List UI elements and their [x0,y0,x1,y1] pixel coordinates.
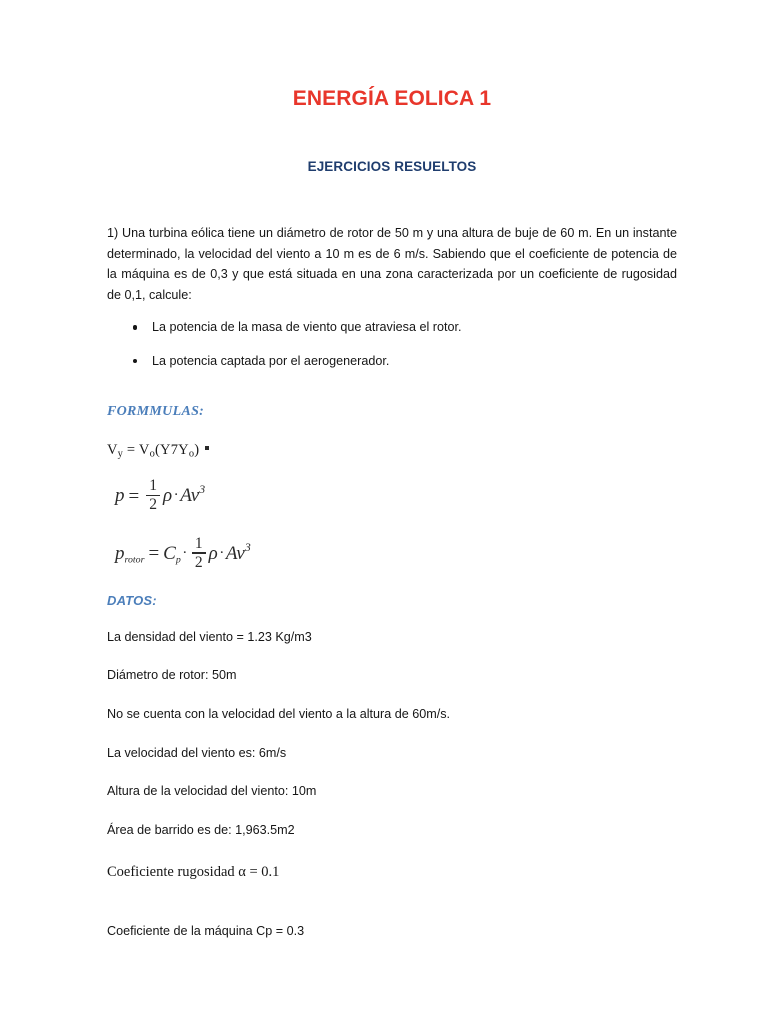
power-equation-exponent: 3 [199,483,206,497]
rotor-power-cp-sub: p [175,554,181,566]
power-equation-area: A [180,485,191,507]
data-line-wind-speed: La velocidad del viento es: 6m/s [107,745,287,760]
page-title: ENERGÍA EOLICA 1 [292,87,492,110]
wind-profile-formula [107,420,677,459]
wind-profile-equals: = [126,442,136,459]
data-line-wind-speed-height: Altura de la velocidad del viento: 10m [107,784,317,799]
wind-profile-paren-open: ( [154,442,161,459]
wind-profile-rhs-base: V [138,442,150,459]
data-line-swept-area: Área de barrido es de: 1,963.5m2 [107,822,295,837]
wind-profile-lhs-base: V [107,442,118,459]
question-text: La potencia captada por el aerogenerador. [152,353,390,368]
wind-profile-inner-base-1: Y [160,442,171,459]
power-equation [107,459,677,515]
square-marker-icon [205,446,209,450]
power-equation-dot: · [173,486,179,504]
list-item [107,319,677,337]
rotor-power-lhs-sub: rotor [124,554,145,566]
rotor-power-dot: · [182,543,188,561]
wind-profile-lhs-sub: y [117,448,124,460]
rotor-power-dot-2: · [219,543,225,561]
formulas-heading: FORMMULAS: [107,404,205,420]
bullet-dot-icon [133,325,137,329]
fraction-numerator: 1 [194,534,203,552]
power-equation-velocity: v [190,485,200,507]
power-equation-equals: = [128,485,140,507]
data-line-roughness-coefficient: Coeficiente rugosidad α = 0.1 [107,864,280,881]
rotor-power-lhs-base: p [115,543,125,565]
question-text: La potencia de la masa de viento que atraviesa el rotor. [152,319,462,334]
fraction-denominator: 2 [149,496,158,514]
wind-profile-inner-sub-2: o [188,448,195,460]
bullet-dot-icon [133,359,137,363]
rotor-power-cp-base: C [163,543,176,565]
data-line-machine-coefficient: Coeficiente de la máquina Cp = 0.3 [107,923,305,938]
rotor-power-equation [107,515,677,573]
rotor-power-fraction [192,536,206,572]
wind-profile-inner-separator: 7 [170,442,179,459]
document-content-column [107,0,677,940]
rotor-power-exponent: 3 [244,541,251,555]
page-subtitle: EJERCICIOS RESUELTOS [307,159,477,175]
power-equation-fraction [146,478,160,514]
rotor-power-velocity: v [236,543,245,565]
power-equation-lhs: p [115,485,125,507]
problem-statement: 1) Una turbina eólica tiene un diámetro de rotor de 50 m y una altura de buje de 60 m. En un instante determinado, la velocidad del viento a 10 m es de 6 m/s. Sabiendo que el coeficiente de potencia de la máquina es de 0,3 y que está situada en una zona caracterizada por un coeficiente de rugosidad de 0,1, calcule: [107,226,677,302]
data-line-rotor-diameter: Diámetro de rotor: 50m [107,668,237,683]
wind-profile-paren-close: ) [194,442,200,459]
fraction-numerator: 1 [149,476,158,494]
rotor-power-rho: ρ [208,543,218,565]
rotor-power-equals: = [148,543,160,565]
wind-profile-inner-base-2: Y [178,442,189,459]
power-equation-rho: ρ [163,485,173,507]
datos-heading: DATOS: [107,592,157,608]
rotor-power-area: A [225,543,237,565]
wind-profile-rhs-sub: o [149,448,155,460]
data-line-missing-wind-speed: No se cuenta con la velocidad del viento a la altura de 60m/s. [107,706,451,721]
fraction-denominator: 2 [194,553,203,571]
list-item [107,353,677,371]
question-list [107,305,677,370]
data-line-density: La densidad del viento = 1.23 Kg/m3 [107,629,312,644]
